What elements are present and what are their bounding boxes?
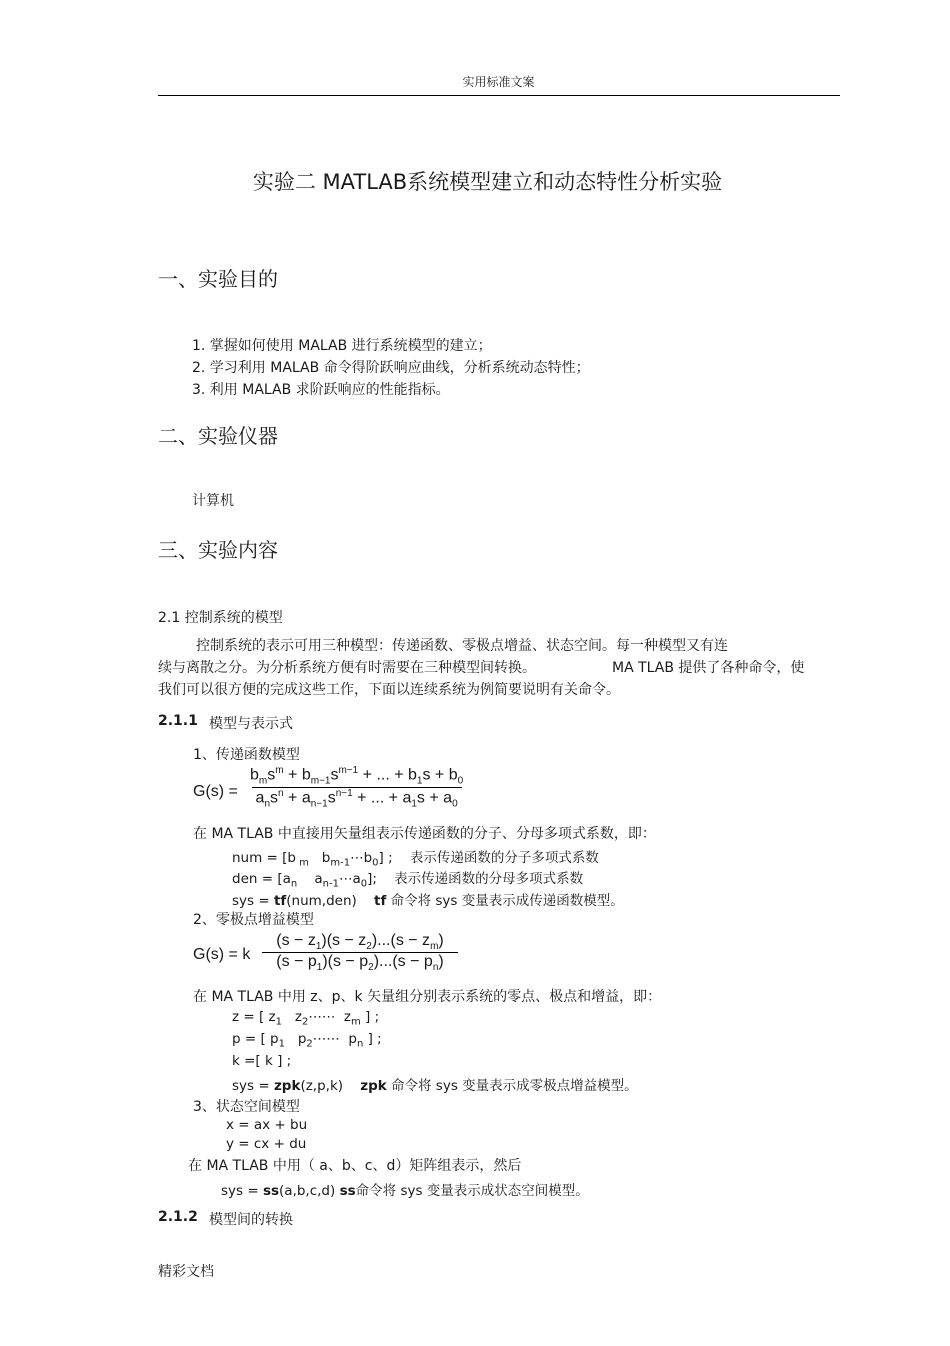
ss-sys-command: sys = ss(a,b,c,d) ss命令将 sys 变量表示成状态空间模型。 <box>221 1183 589 1199</box>
zpk-description: 在 MA TLAB 中用 z、p、k 矢量组分别表示系统的零点、极点和增益，即： <box>193 989 662 1005</box>
zpk-k-vector: k =[ k ] ; <box>232 1053 292 1069</box>
equipment-text: 计算机 <box>192 493 234 509</box>
zpk-model-label: 2、零极点增益模型 <box>193 912 314 928</box>
tf-sys-command: sys = tf(num,den) tf 命令将 sys 变量表示成传递函数模型。 <box>232 893 624 909</box>
tf-formula-lhs: G(s) = <box>193 783 238 800</box>
paragraph-line: MA TLAB 提供了各种命令，使 <box>612 660 805 676</box>
paragraph-line: 我们可以很方便的完成这些工作，下面以连续系统为例简要说明有关命令。 <box>158 682 620 698</box>
tf-model-label: 1、传递函数模型 <box>193 747 300 763</box>
section-heading-objectives: 一、实验目的 <box>158 267 278 291</box>
subsection-2-1: 2.1 控制系统的模型 <box>158 610 283 626</box>
subsection-2-1-2-number: 2.1.2 <box>158 1209 198 1225</box>
header-rule <box>158 95 840 96</box>
ss-model-label: 3、状态空间模型 <box>193 1099 300 1115</box>
tf-formula-fraction: $b_ms^m + b_{m-1}s^{m-1}$ + ... + $b_1s + b_0$ $a_ns^n + a_{n-1}s^{n-1}$ + ... + $a_1s + a_0$ <box>250 765 464 810</box>
zpk-p-vector: p = [ $p_1$ $p_2\cdots\cdots$ $p_n$ ] ; <box>232 1031 382 1050</box>
zpk-sys-command: sys = zpk(z,p,k) zpk 命令将 sys 变量表示成零极点增益模型。 <box>232 1078 638 1094</box>
tf-description: 在 MA TLAB 中直接用矢量组表示传递函数的分子、分母多项式系数，即： <box>193 826 656 842</box>
tf-den-vector: den = [$a_n$ $a_{n-1}\cdots a_0$]; 表示传递函数的分母多项式系数 <box>232 871 584 890</box>
document-title: 实验二 MATLAB系统模型建立和动态特性分析实验 <box>252 170 723 194</box>
paragraph-line: 控制系统的表示可用三种模型：传递函数、零极点增益、状态空间。每一种模型又有连 <box>196 638 728 654</box>
ss-description: 在 MA TLAB 中用（ a、b、c、d）矩阵组表示，然后 <box>188 1158 522 1174</box>
page-header: 实用标准文案 <box>462 75 535 89</box>
list-item: 1. 掌握如何使用 MALAB 进行系统模型的建立； <box>192 338 492 354</box>
zpk-formula-fraction: $(s - z_1)(s - z_2)...(s - z_m)$ $(s - p_1)(s - p_2)...(s - p_n)$ <box>262 932 458 973</box>
ss-equation: x = ax + bu <box>226 1117 308 1133</box>
subsection-2-1-1-number: 2.1.1 <box>158 713 198 729</box>
paragraph-line: 续与离散之分。为分析系统方便有时需要在三种模型间转换。 <box>158 660 536 676</box>
section-heading-content: 三、实验内容 <box>158 538 278 562</box>
list-item: 3. 利用 MALAB 求阶跃响应的性能指标。 <box>192 382 450 398</box>
list-item: 2. 学习利用 MALAB 命令得阶跃响应曲线，分析系统动态特性； <box>192 360 590 376</box>
ss-equation: y = cx + du <box>226 1136 307 1152</box>
section-heading-equipment: 二、实验仪器 <box>158 424 278 448</box>
subsection-2-1-1-title: 模型与表示式 <box>209 716 293 732</box>
zpk-formula-lhs: G(s) = k <box>193 946 251 963</box>
zpk-z-vector: z = [ $z_1$ $z_2\cdots\cdots$ $z_m$ ] ; <box>232 1009 380 1028</box>
page-footer: 精彩文档 <box>158 1264 214 1280</box>
tf-num-vector: num = [b $_m$ $b_{m-1}\cdots b_0$] ; 表示传递函数的分子多项式系数 <box>232 850 599 869</box>
subsection-2-1-2-title: 模型间的转换 <box>209 1212 293 1228</box>
